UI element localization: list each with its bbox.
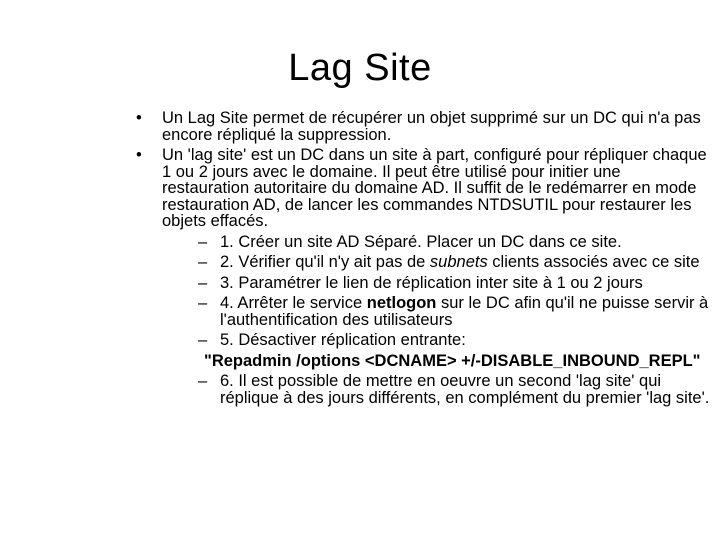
dash-icon: – [198,294,208,312]
bullet-icon: • [136,146,142,164]
sub-bullet-item [162,332,712,349]
sub-bullet-item [162,234,712,251]
dash-icon: – [198,253,208,271]
sub-bullet-item [162,254,712,271]
sub-bullet-text: 3. Paramétrer le lien de réplication inter site à 1 ou 2 jours [220,273,643,292]
bullet-item [132,147,712,406]
slide-body [132,110,712,410]
slide-title: Lag Site [288,47,432,89]
sub-bullet-text-part: sur le DC afin qu'il ne puisse servir à l'authentification des utilisateurs [220,294,709,329]
sub-bullet-text-part: clients associés avec ce site [487,253,700,271]
sub-bullet-text-part: 2. Vérifier qu'il n'y ait pas de [220,253,430,271]
sub-bullet-item [162,373,712,406]
bullet-icon: • [136,109,142,127]
sub-bullet-text-part: 4. Arrêter le service [220,294,367,312]
dash-icon: – [198,372,208,390]
bullet-text: Un 'lag site' est un DC dans un site à part, configuré pour répliquer chaque 1 ou 2 jours avec le domaine. Il peut être utilisé pour initier une restauration autoritaire du domaine AD. Il suffit de le redémarrer en mode restauration AD, de lancer les commandes NTDSUTIL pour restaurer les objets effacés. [162,146,707,230]
sub-bullet-text: 6. Il est possible de mettre en oeuvre un second 'lag site' qui réplique à des jours différents, en complément du premier 'lag site'. [220,372,710,407]
dash-icon: – [198,331,208,349]
sub-bullet-item [162,275,712,292]
command-text: "Repadmin /options <DCNAME> +/-DISABLE_INBOUND_REPL" [204,351,701,370]
command-line [162,353,712,370]
emphasis-text: subnets [429,253,488,271]
sub-bullet-text: 1. Créer un site AD Séparé. Placer un DC dans ce site. [220,232,622,251]
sub-bullet-item [162,295,712,328]
strong-text: netlogon [366,294,437,312]
dash-icon: – [198,273,208,292]
dash-icon: – [198,232,208,251]
bullet-text: Un Lag Site permet de récupérer un objet supprimé sur un DC qui n'a pas encore répliqué la suppression. [162,109,701,144]
sub-bullet-text: 5. Désactiver réplication entrante: [220,331,466,349]
bullet-item [132,110,712,143]
